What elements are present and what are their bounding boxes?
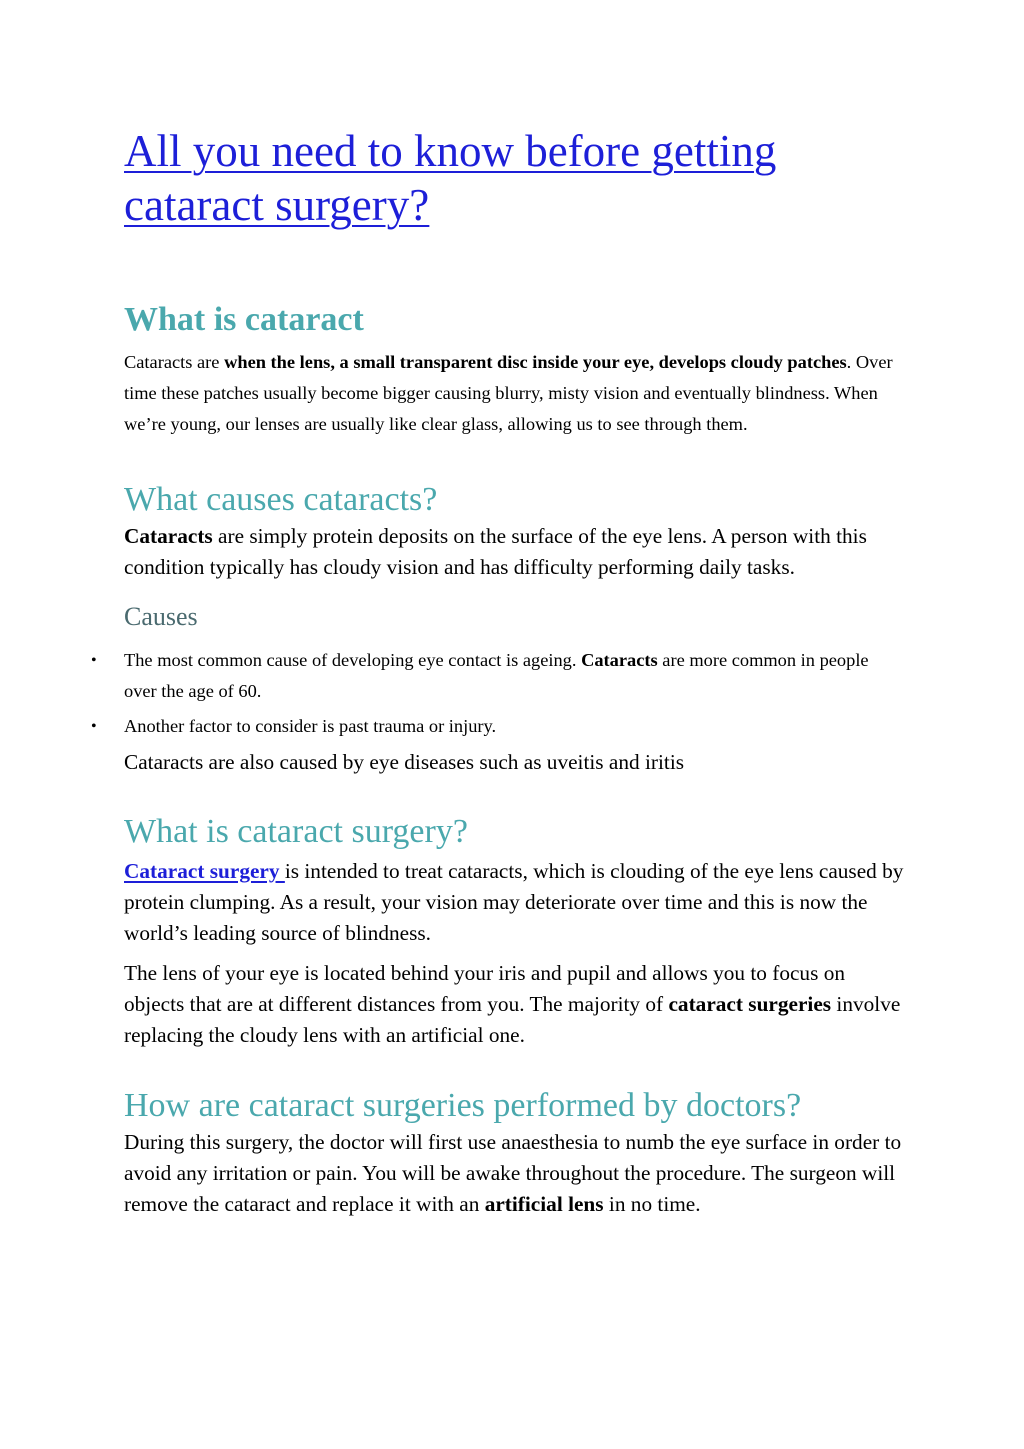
list-item: [91, 711, 904, 742]
bold-text-run: when the lens, a small transparent disc inside your eye, develops cloudy patches: [224, 352, 847, 372]
cataract-surgery-link[interactable]: Cataract surgery: [124, 859, 285, 883]
title-line-1[interactable]: All you need to know before getting: [124, 126, 777, 176]
text-run: are simply protein deposits on the surface of the eye lens. A person with this condition typically has cloudy vision and has difficulty performing daily tasks.: [124, 524, 867, 579]
text-run: Cataracts are: [124, 352, 225, 372]
bullet-icon: •: [91, 652, 97, 669]
bullet-icon: •: [91, 718, 97, 735]
bold-text-run: cataract surgeries: [668, 992, 832, 1016]
heading-what-is-cataract-surgery: What is cataract surgery?: [124, 813, 468, 850]
heading-what-is-cataract: What is cataract: [124, 301, 364, 338]
list-item: [91, 645, 904, 707]
title-line-2[interactable]: cataract surgery?: [124, 180, 430, 230]
text-run: . Over time these patches usually become bigger causing blurry, misty vision and eventually blindness. When we’re young, our lenses are usually like clear glass, allowing us to see through them.: [124, 352, 893, 434]
paragraph-eye-lens: [124, 958, 904, 1051]
document-page: [91, 124, 904, 1220]
text-run: The lens of your eye is located behind your iris and pupil and allows you to focus on objects that are at different distances from you. The majority of: [124, 961, 845, 1016]
text-run: Another factor to consider is past trauma or injury.: [124, 716, 497, 736]
bold-text-run: Cataracts: [124, 524, 213, 548]
paragraph-what-causes-cataracts: [124, 521, 904, 583]
text-run: in no time.: [603, 1192, 701, 1216]
subheading-causes: Causes: [124, 602, 198, 631]
text-run: involve replacing the cloudy lens with an artificial one.: [124, 992, 901, 1047]
heading-how-performed: How are cataract surgeries performed by doctors?: [124, 1087, 802, 1124]
text-run: The most common cause of developing eye contact is ageing.: [124, 650, 582, 670]
paragraph-what-is-cataract: [124, 347, 904, 440]
paragraph-cataract-surgery: [124, 856, 904, 949]
text-run: is intended to treat cataracts, which is clouding of the eye lens caused by protein clumping. As a result, your vision may deteriorate over time and this is now the world’s leading source of blindness.: [124, 859, 904, 945]
paragraph-other-causes: Cataracts are also caused by eye diseases such as uveitis and iritis: [124, 750, 685, 774]
causes-list: [91, 645, 904, 742]
bold-text-run: Cataracts: [581, 650, 658, 670]
heading-what-causes-cataracts: What causes cataracts?: [124, 481, 438, 518]
paragraph-how-performed: [124, 1127, 904, 1220]
page-title[interactable]: [124, 124, 904, 232]
text-run: During this surgery, the doctor will first use anaesthesia to numb the eye surface in order to avoid any irritation or pain. You will be awake throughout the procedure. The surgeon will remove the cataract and replace it with an: [124, 1130, 902, 1216]
title-link[interactable]: [124, 126, 776, 230]
bold-text-run: artificial lens: [484, 1192, 604, 1216]
text-run: are more common in people over the age of 60.: [124, 650, 869, 701]
